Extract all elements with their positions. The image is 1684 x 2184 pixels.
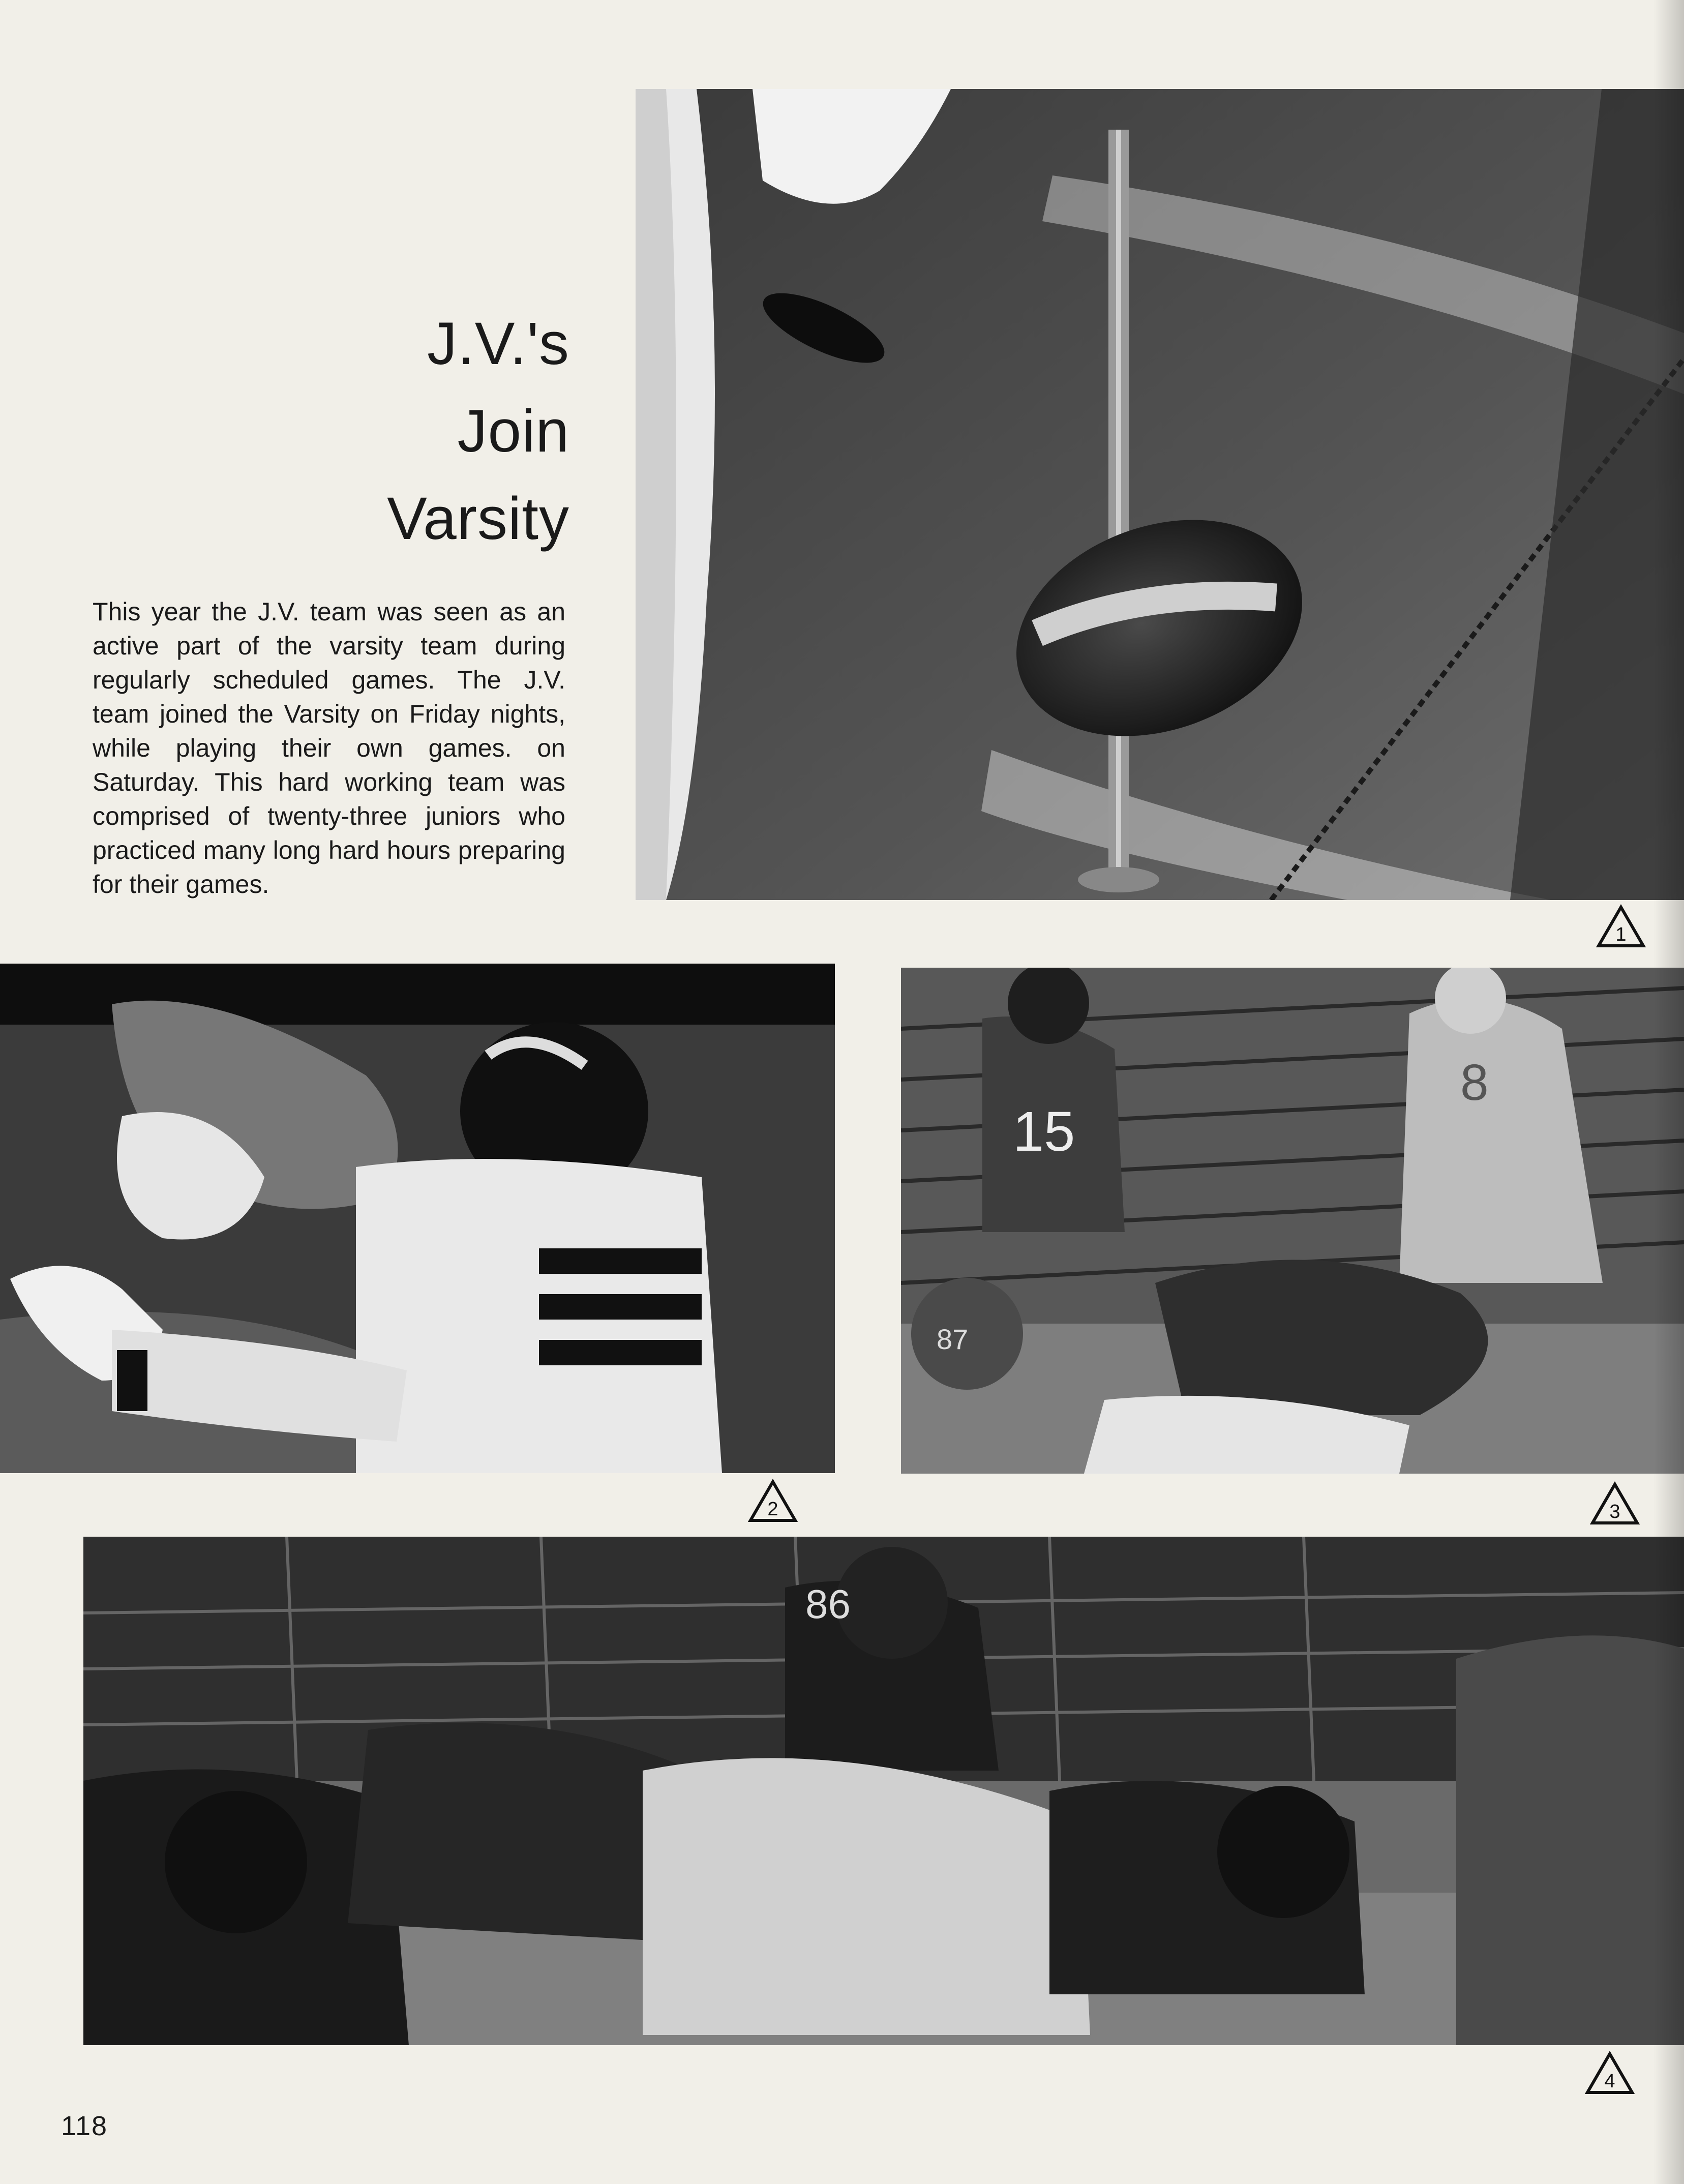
photo-pileup-play <box>901 968 1684 1474</box>
jersey-number: 87 <box>937 1323 969 1355</box>
photo-marker-3 <box>1590 1482 1639 1525</box>
headline-line: J.V.'s <box>427 310 569 377</box>
binding-shadow <box>1653 0 1684 2184</box>
marker-number: 2 <box>767 1499 778 1520</box>
jersey-number: 15 <box>1013 1100 1075 1163</box>
marker-number: 3 <box>1609 1501 1620 1522</box>
jersey-number: 8 <box>1460 1054 1489 1111</box>
page-headline <box>264 300 569 562</box>
photo-marker-2 <box>748 1480 797 1522</box>
marker-number: 1 <box>1615 924 1627 945</box>
headline-line: Join <box>457 398 569 465</box>
photo-injured-player <box>0 964 835 1473</box>
page-number: 118 <box>61 2111 108 2141</box>
photo-marker-4 <box>1585 2052 1634 2095</box>
photo-down-marker <box>636 89 1684 900</box>
photo-marker-1 <box>1597 905 1645 948</box>
jersey-number: 86 <box>805 1581 851 1627</box>
headline-line: Varsity <box>387 485 569 552</box>
body-copy: This year the J.V. team was seen as an active part of the varsity team during regularly scheduled games. The J.V. team joined the Varsity on Friday nights, while playing their own games. on Saturday. This hard working team was comprised of twenty-three juniors who practiced many long hard hours preparing for their games. <box>93 597 565 899</box>
photo-line-of-scrimmage <box>83 1537 1684 2045</box>
marker-number: 4 <box>1604 2071 1615 2092</box>
